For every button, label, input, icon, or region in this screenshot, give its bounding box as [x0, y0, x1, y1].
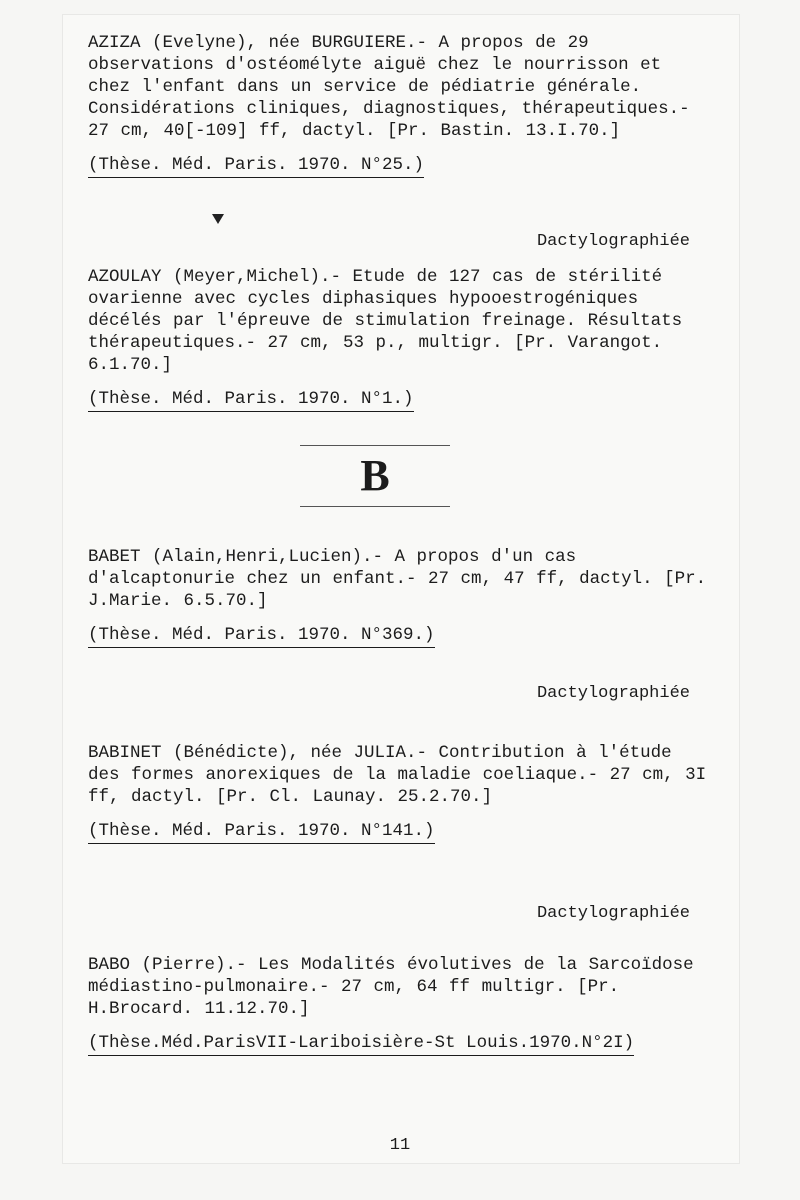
- bibliography-entry-babo: [88, 954, 708, 1056]
- entry-text: BABO (Pierre).- Les Modalités évolutives de la Sarcoïdose médiastino-pulmonaire.- 27 cm, 64 ff multigr. [Pr. H.Brocard. 11.12.70.]: [88, 955, 694, 1019]
- thesis-reference: (Thèse.Méd.ParisVII-Lariboisière-St Louis.1970.N°2I): [88, 1032, 634, 1056]
- thesis-reference: (Thèse. Méd. Paris. 1970. N°369.): [88, 624, 435, 648]
- bibliography-entry-azoulay: [88, 266, 708, 412]
- thesis-reference: (Thèse. Méd. Paris. 1970. N°141.): [88, 820, 435, 844]
- bibliography-entry-babet: [88, 546, 708, 648]
- entry-text: BABET (Alain,Henri,Lucien).- A propos d'un cas d'alcaptonurie chez un enfant.- 27 cm, 47 ff, dactyl. [Pr. J.Marie. 6.5.70.]: [88, 547, 707, 611]
- dactylographiee-label: Dactylographiée: [536, 904, 690, 923]
- section-letter: B: [360, 451, 390, 500]
- entry-text: AZOULAY (Meyer,Michel).- Etude de 127 cas de stérilité ovarienne avec cycles diphasiques hypooestrogéniques décélés par l'épreuve de stimulation freinage. Résultats thérapeutiques.- 27 cm, 53 p., multigr. [Pr. Varangot. 6.1.70.]: [88, 267, 683, 375]
- dactylographiee-label: Dactylographiée: [536, 684, 690, 703]
- entry-text: BABINET (Bénédicte), née JULIA.- Contribution à l'étude des formes anorexiques de la maladie coeliaque.- 27 cm, 3I ff, dactyl. [Pr. Cl. Launay. 25.2.70.]: [88, 743, 707, 807]
- page-number: 11: [389, 1136, 411, 1155]
- section-header: [300, 445, 450, 507]
- divider: [300, 506, 450, 507]
- thesis-reference: (Thèse. Méd. Paris. 1970. N°1.): [88, 388, 414, 412]
- thesis-reference: (Thèse. Méd. Paris. 1970. N°25.): [88, 154, 424, 178]
- bibliography-entry-aziza: [88, 32, 708, 178]
- entry-text: AZIZA (Evelyne), née BURGUIERE.- A propos de 29 observations d'ostéomélyte aiguë chez le nourrisson et chez l'enfant dans un service de pédiatrie générale. Considérations cliniques, diagnostiques, thérapeutiques.- 27 cm, 40[-109] ff, dactyl. [Pr. Bastin. 13.I.70.]: [88, 33, 690, 141]
- arrow-mark-icon: [212, 214, 224, 224]
- bibliography-entry-babinet: [88, 742, 708, 844]
- dactylographiee-label: Dactylographiée: [536, 232, 690, 251]
